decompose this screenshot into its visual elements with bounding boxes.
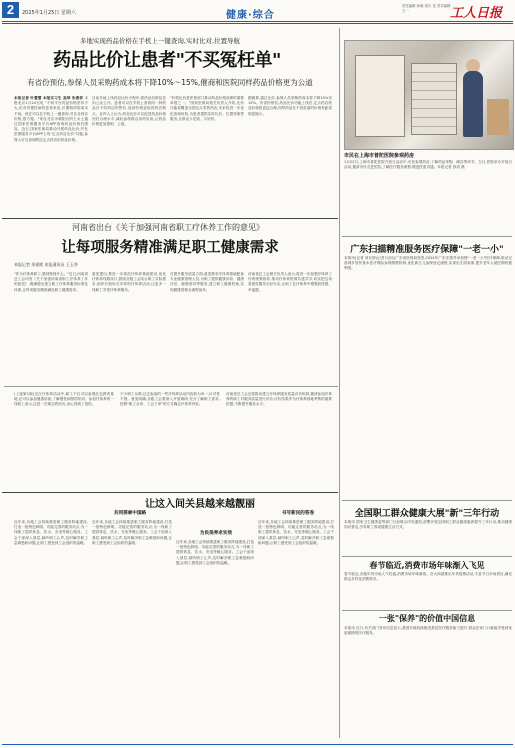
- sub-story-subhead-1: 共同探索中国路: [113, 511, 147, 516]
- henan-lower-para3: 河南省总工会还将推动建立疗休养服务质量评价机制,邀请参加疗休养的职工对服务质量进行评价,评价结果作为疗休养基地考核的重要依据,不断提升服务水平。: [226, 392, 332, 407]
- page-header: [0, 0, 515, 26]
- divider: [4, 386, 338, 387]
- sub-story-col2: 近年来,各地工会持续推进职工服务阵地建设,打造一批特色鲜明、功能完善的服务站点,为一线职工提供休息、饮水、充电等暖心服务。工会干部深入基层,倾听职工心声,及时解决职工急难愁盼问题,让职工感受到工会组织的温暖。: [92, 520, 172, 545]
- lead-kicker: 多地实现药品价格在手机上一键查询,实时比对,位置导航: [79, 37, 241, 45]
- lead-text-1: 本报北京1月24日电 "不同平台药品价格差异不大,但对有慢性病的患者来说,长期购药的成本不低。现在可以在手机上一键查询,对比各药店价格,很方便。"家住北京市朝阳区的王女士通过国家医保服务平台APP查询药品价格后感叹。近日,国家医保局推动开展药品比价,并在医保服务平台APP上线"定点药店比价"功能,参保人可以查询附近定点药店的药品价格。: [14, 96, 88, 142]
- spring-headline: 春节临近,消费市场年味渐入飞见: [369, 561, 485, 570]
- lead-body-col4: 据测算,通过比价,参保人员采购药成本将下降10%至15%。有省份预估,药品比价功能上线后,定点药店药品价格将更趋合理,同样药品在不同渠道的价格差距将明显缩小。: [248, 96, 332, 116]
- page-number: 2: [2, 2, 19, 18]
- lead-body-col3: "价格比价是医保部门推动药品价格治理的重要举措之一。"国家医保局相关负责人介绍,比价功能将覆盖全国定点零售药店,未来将进一步优化查询体验,为患者提供实时比价、位置导航等服务,让群众少花钱、买好药。: [170, 96, 244, 121]
- sub-story-subhead-3: 书写新民的答卷: [281, 511, 315, 516]
- divider: [342, 556, 512, 557]
- henan-byline: 本报记者 余嘉熙 本报通讯员 王玉华: [14, 262, 78, 267]
- photo-shelf-shape: [411, 63, 457, 135]
- header-rule: [2, 21, 513, 22]
- column-divider: [339, 28, 340, 738]
- guangdong-body: 本报讯(记者 刘友婷)记者日前从广东省医保局获悉,2024年广东多措并举加强"一老一小"医疗保障,推动完善城乡居民基本医疗保险参保缴费机制,优化新生儿参保登记流程,实现出生即参保,提升老年人就医购药便利度。: [344, 256, 512, 271]
- footer-rule: [2, 744, 513, 745]
- lead-headline: 药品比价让患者"不买冤枉单": [53, 50, 281, 71]
- photo-rack-shape: [355, 55, 405, 137]
- henan-body-col1: "作为疗休养职工,感到特别开心。"近日,河南省总工会印发《关于加强河南省职工疗休养工作的意见》,明确提出建立职工疗休养服务标准化体系,让每项服务精准满足职工健康需求。: [14, 272, 88, 292]
- bottom-right-headline: 一张"保养"的价值中国信息: [378, 614, 476, 623]
- sub-story-col4: 近年来,各地工会持续推进职工服务阵地建设,打造一批特色鲜明、功能完善的服务站点,为一线职工提供休息、饮水、充电等暖心服务。工会干部深入基层,倾听职工心声,及时解决职工急难愁盼问题,让职工感受到工会组织的温暖。: [258, 520, 334, 545]
- divider: [342, 610, 512, 611]
- sub-story-subhead-2: 为民保养求实效: [199, 531, 233, 536]
- henan-body-col3: 在提升服务质量方面,意见要求疗休养基地配备专业健康管理人员,为职工提供健康体检、健康评估、健康指导等服务,建立职工健康档案,实现健康管理全流程闭环。: [170, 272, 244, 292]
- lead-body-col2: 目前多地上线药品比价小程序,将药品价格信息向公众公开。患者可以在手机上查看同一种药品在不同药店的售价,选择价格更低的药店购买。业内人士认为,药品比价可以促进药品价格回归合理水平,减轻参保群众用药负担,让药品价格更加透明、公道。: [92, 96, 166, 127]
- news-photo: [344, 40, 514, 150]
- henan-lower-para1: (上接第1版)这次疗休养活动中,职工不仅可以参观红色教育基地,还可以参加健康讲座,了解慢性病预防知识。参加疗休养的一线职工表示,这是一次难忘的经历,身心得到了放松。: [14, 392, 114, 407]
- newspaper-logo: 工人日报: [450, 6, 503, 21]
- henan-body-col4: 河南省总工会相关负责人表示,将进一步加强疗休养工作的统筹指导,推动疗休养资源共建共享,切实把这项普惠性服务办好办实,让职工在疗休养中增强获得感、幸福感。: [248, 272, 332, 292]
- header-rule-thin: [2, 23, 513, 24]
- editor-credits: 责任编辑 孙晓 周川 见 美术编辑 王一: [402, 4, 451, 13]
- issue-date: 2025年1月25日 星期六: [22, 10, 76, 16]
- guangdong-headline: 广东扫描精准服务医疗保障"一老一小": [350, 245, 504, 255]
- bottom-right-body: 本报讯 近日,有关部门发布信息显示,我国多地持续推进基层医疗服务能力提升,群众在家门口就能享受到优质便捷的医疗服务。: [344, 626, 512, 636]
- sub-story-col1: 近年来,各地工会持续推进职工服务阵地建设,打造一批特色鲜明、功能完善的服务站点,为一线职工提供休息、饮水、充电等暖心服务。工会干部深入基层,倾听职工心声,及时解决职工急难愁盼问题,让职工感受到工会组织的温暖。: [14, 520, 88, 545]
- section-rule: [2, 492, 338, 493]
- lead-subheadline: 有省份预估,参保人员采购药成本将下降10%～15%,催商和医院同样药品价格更为公道: [27, 78, 313, 87]
- photo-caption: 市民在上海市普陀医院参观药房: [344, 153, 415, 159]
- henan-headline: 让每项服务精准满足职工健康需求: [61, 240, 279, 256]
- sub-story-col3: 近年来,各地工会持续推进职工服务阵地建设,打造一批特色鲜明、功能完善的服务站点,为一线职工提供休息、饮水、充电等暖心服务。工会干部深入基层,倾听职工心声,及时解决职工急难愁盼问题,让职工感受到工会组织的温暖。: [176, 540, 254, 565]
- photo-box-shape: [487, 99, 509, 135]
- henan-kicker: 河南省出台《关于加强河南省职工疗休养工作的意见》: [72, 223, 264, 232]
- national-body: 本报讯 国家卫生健康委等部门日前联合印发通知,部署开展全国职工群众健康素养提升三年行动,推动健康知识普及,引导职工养成健康生活方式。: [344, 520, 512, 530]
- divider: [342, 236, 512, 237]
- lead-body-col1: [14, 96, 88, 216]
- lead-byline: 本报记者 叶蕾蕾 本报实习生 高琴 朱燕菲: [14, 96, 84, 100]
- henan-lower-para2: 不少职工反映,过去参加的一些疗休养活动内容较为单一,针对性不强。意见明确,各级工会要深入开展调研,充分了解职工需求,按照"职工点单、工会下单"的方式确定疗休养内容。: [120, 392, 220, 407]
- section-rule: [2, 218, 338, 219]
- divider: [342, 500, 512, 501]
- henan-body-col2: 意见提出,要进一步规范疗休养基地建设,优化疗休养线路设计,鼓励各级工会结合职工实际需求,组织开展形式多样的疗休养活动,让更多一线职工享受疗休养服务。: [92, 272, 166, 292]
- national-headline: 全国职工群众健康大展"新"三年行动: [354, 509, 500, 519]
- spring-body: 春节临近,各地年货市场人气旺盛,消费市场年味渐浓。各大商超推出年货促销活动,丰富节日市场供应,满足群众多样化消费需求。: [344, 572, 512, 582]
- photo-person-body: [463, 71, 483, 137]
- photo-body-text: 1月22日,上海市普陀医院开放日活动中,市民参观药房,了解药品采购、储存等环节。当日,医院举办开放日活动,邀请市民走进医院,了解医疗服务流程,增进医患沟通。本报记者 钱培 摄: [344, 160, 512, 169]
- sub-story-headline: 让这入间关县越来越靓丽: [145, 499, 255, 510]
- section-name: 健康·综合: [226, 10, 275, 21]
